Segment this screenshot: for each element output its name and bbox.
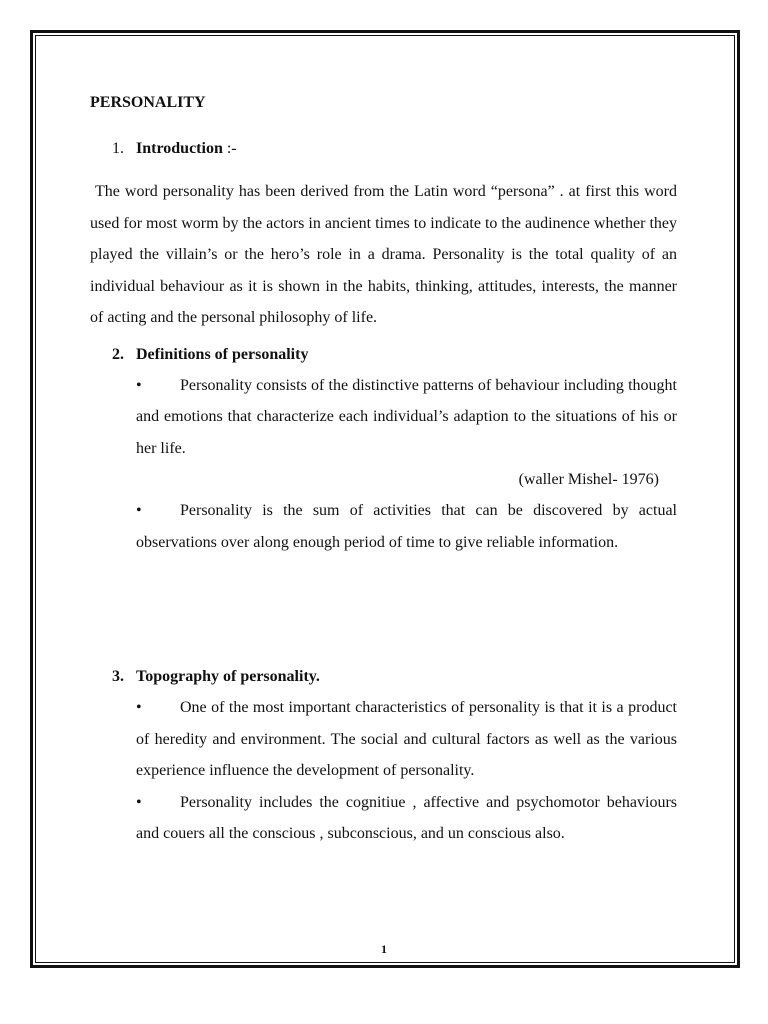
bullet-icon: •: [136, 699, 142, 716]
list-item-text: Personality includes the cognitiue , affective and psychomotor behaviours and couers all the conscious , subconscious, and un conscious also.: [136, 793, 677, 842]
section-heading-topography: [90, 666, 677, 688]
list-item-text: Personality is the sum of activities that can be discovered by actual observations over along enough period of time to give reliable information.: [136, 502, 677, 551]
list-item: [136, 787, 677, 850]
document-page: [90, 92, 682, 850]
bullet-icon: •: [136, 502, 142, 519]
citation: (waller Mishel- 1976): [518, 471, 659, 488]
section-heading-definitions: [90, 344, 677, 366]
document-title: PERSONALITY: [90, 94, 206, 111]
page-number: 1: [381, 942, 387, 956]
section-number: 2.: [112, 345, 124, 363]
introduction-paragraph: The word personality has been derived from the Latin word “persona” . at first this word used for most worm by the actors in ancient times to indicate to the audinence whether they played the villain’s or the hero’s role in a drama. Personality is the total quality of an individual behaviour as it is shown in the habits, thinking, attitudes, interests, the manner of acting and the personal philosophy of life.: [90, 183, 682, 326]
section-title: Definitions of personality: [136, 345, 309, 363]
section-title-suffix: :-: [222, 140, 237, 157]
bullet-icon: •: [136, 793, 142, 811]
bullet-icon: •: [136, 376, 142, 394]
section-number: 3.: [112, 668, 124, 685]
list-item: [136, 370, 677, 465]
section-title: Topography of personality.: [136, 668, 320, 685]
list-item: [136, 692, 677, 787]
section-number: 1.: [112, 140, 124, 157]
section-title: Introduction: [136, 140, 223, 157]
list-item-text: One of the most important characteristics of personality is that it is a product of heredity and environment. The social and cultural factors as well as the various experience influence the development of personality.: [136, 699, 677, 779]
list-item: [136, 495, 677, 558]
section-heading-introduction: [90, 138, 677, 160]
list-item-text: Personality consists of the distinctive patterns of behaviour including thought and emotions that characterize each individual’s adaption to the situations of his or her life.: [136, 376, 677, 457]
